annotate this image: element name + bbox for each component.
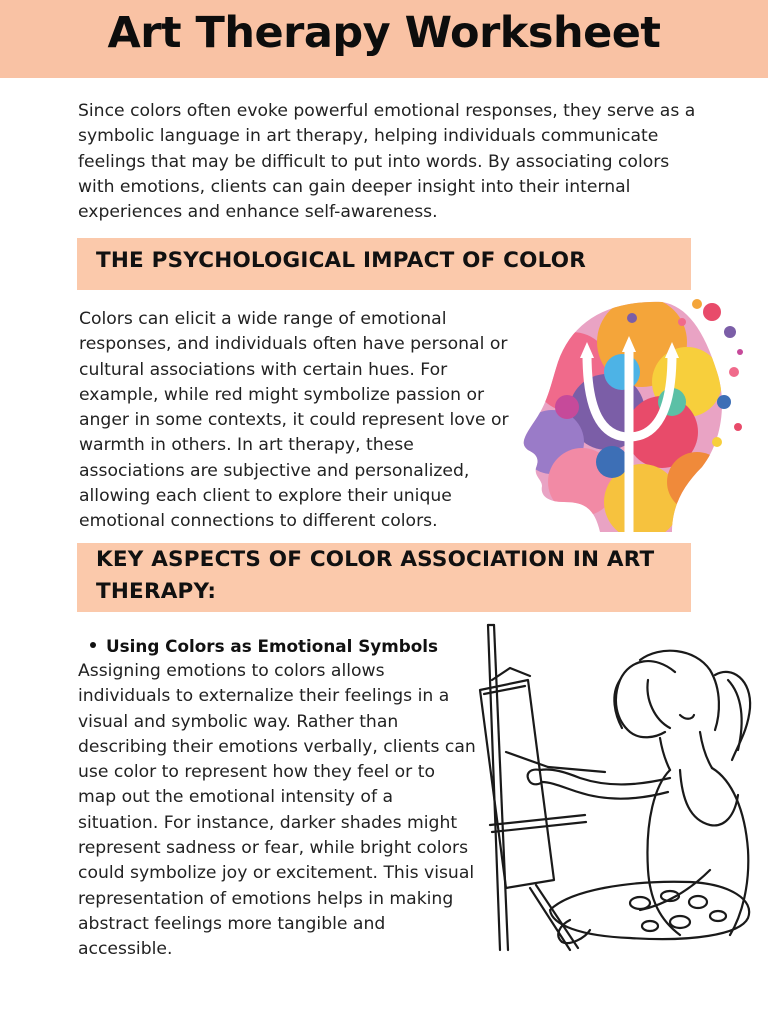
section-2-body: Assigning emotions to colors allows individuals to externalize their feelings in a visual and symbolic way. Rather than describing their emotions verbally, clients can use color to represent how they feel or to map out the emotional intensity of a situation. For instance, darker shades might represent sadness or fear, while bright colors could symbolize joy or excitement. This visual representation of emotions helps in making abstract feelings more tangible and accessible.	[78, 661, 476, 960]
page-title: Art Therapy Worksheet	[107, 8, 661, 58]
bullet-dot-icon	[90, 642, 96, 648]
bullet-label: Using Colors as Emotional Symbols	[106, 636, 438, 656]
colorful-head-illustration	[512, 292, 748, 536]
bullet-item	[90, 634, 438, 659]
section-1-heading: THE PSYCHOLOGICAL IMPACT OF COLOR	[96, 248, 587, 273]
painter-illustration	[470, 620, 768, 960]
intro-paragraph: Since colors often evoke powerful emotional responses, they serve as a symbolic language in art therapy, helping individuals communicate feelings that may be difficult to put into words. By associating colors with emotions, clients can gain deeper insight into their internal experiences and enhance self-awareness.	[78, 101, 696, 223]
section-1-body: Colors can elicit a wide range of emotional responses, and individuals often have personal or cultural associations with certain hues. For example, while red might symbolize passion or anger in some contexts, it could represent love or warmth in others. In art therapy, these associations are subjective and personalized, allowing each client to explore their unique emotional connections to different colors.	[79, 309, 509, 532]
section-2-heading: KEY ASPECTS OF COLOR ASSOCIATION IN ART THERAPY:	[96, 547, 655, 604]
